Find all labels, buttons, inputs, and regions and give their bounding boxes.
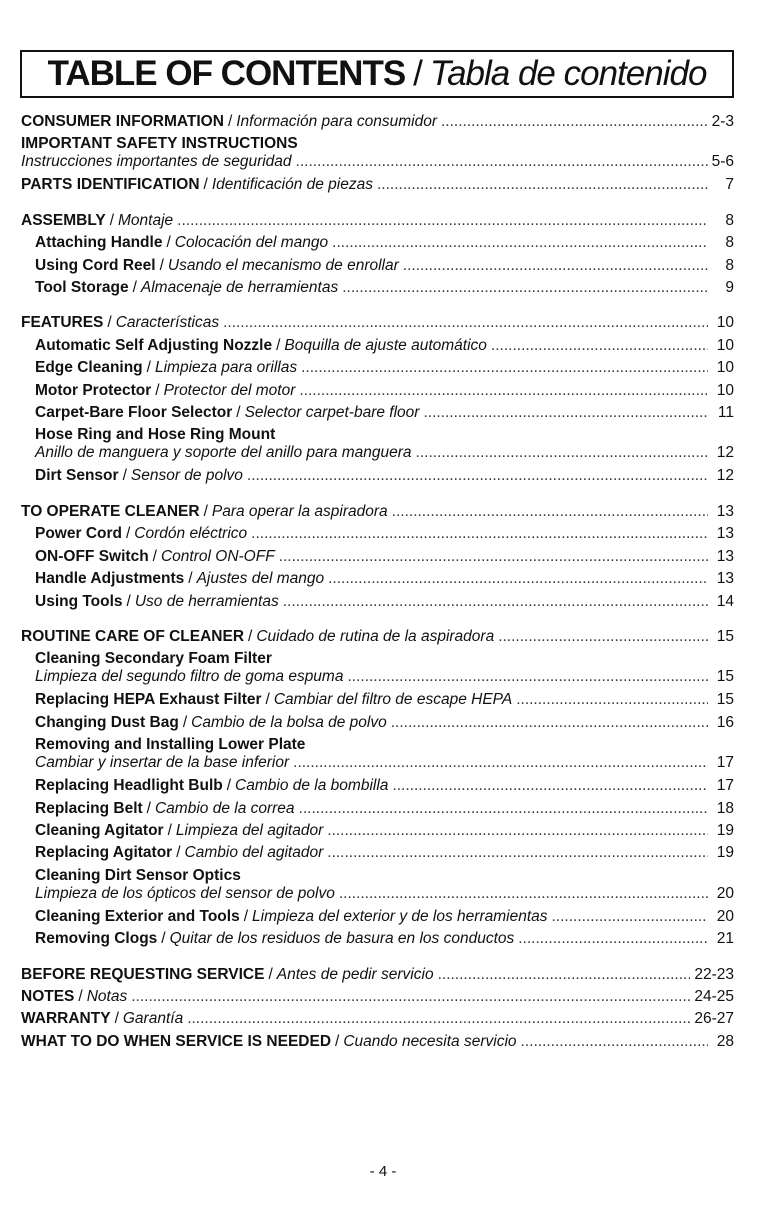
toc-entry-separator: / [248, 627, 253, 645]
toc-entry-separator: / [161, 930, 166, 948]
toc-entry-spanish: Cambio del agitador [184, 844, 324, 862]
dot-leader [251, 523, 708, 545]
toc-entry [21, 1031, 734, 1053]
toc-entry-separator: / [78, 987, 83, 1005]
toc-entry-spanish: Para operar la aspiradora [211, 502, 388, 520]
toc-page-number: 15 [716, 668, 734, 686]
dot-leader [301, 357, 708, 379]
toc-page-number: 10 [716, 381, 734, 399]
toc-entry [21, 867, 734, 903]
toc-entry-separator: / [203, 502, 208, 520]
toc-entry-spanish: Información para consumidor [236, 113, 437, 130]
toc-page-number: 21 [716, 930, 734, 948]
toc-page-number: 20 [716, 907, 734, 925]
toc-entry-english: Replacing Belt [35, 799, 143, 817]
dot-leader [516, 689, 708, 711]
toc-entry-english: Hose Ring and Hose Ring Mount [35, 426, 276, 444]
toc-entry-english: Using Tools [35, 592, 123, 610]
toc-entry-separator: / [122, 467, 127, 485]
toc-entry-spanish: Notas [86, 987, 128, 1005]
toc-entry-separator: / [203, 176, 208, 194]
dot-leader [377, 174, 708, 196]
toc-entry-separator: / [236, 404, 241, 422]
dot-leader [293, 754, 708, 772]
toc-entry-separator: / [276, 336, 281, 354]
toc-page-number: 17 [716, 754, 734, 772]
dot-leader [296, 153, 708, 171]
dot-leader [416, 444, 708, 462]
dot-leader [392, 775, 708, 797]
toc-page-number: 28 [716, 1032, 734, 1050]
dot-leader [392, 501, 708, 523]
toc-entry-spanish: Cordón eléctrico [134, 525, 248, 543]
dot-leader [299, 798, 708, 820]
title-english: TABLE OF CONTENTS [47, 54, 406, 93]
toc-entry-english: Replacing Agitator [35, 844, 173, 862]
toc-entry-english: Replacing Headlight Bulb [35, 777, 223, 795]
toc-entry-separator: / [166, 234, 171, 252]
toc-entry [21, 277, 734, 299]
toc-page-number: 11 [717, 404, 734, 422]
toc-entry [21, 775, 734, 797]
dot-leader [223, 312, 708, 334]
toc-entry-spanish: Control ON-OFF [160, 547, 275, 565]
toc-page-number: 17 [716, 777, 734, 795]
toc-entry [21, 736, 734, 772]
toc-entry-spanish: Cambio de la correa [154, 799, 295, 817]
toc-entry [21, 312, 734, 334]
toc-entry-spanish: Cambiar del filtro de escape HEPA [273, 691, 513, 709]
toc-entry-spanish: Boquilla de ajuste automático [284, 336, 487, 354]
toc-entry-english: Power Cord [35, 525, 122, 543]
title-spanish: Tabla de contenido [429, 54, 707, 93]
toc-entry-english: CONSUMER INFORMATION [21, 113, 224, 130]
toc-page-number: 26-27 [694, 1010, 734, 1028]
toc-entry-english: Cleaning Dirt Sensor Optics [35, 866, 241, 884]
toc-entry-separator: / [226, 777, 232, 795]
dot-leader [279, 546, 708, 568]
toc-entry [21, 111, 734, 133]
toc-entry-english: Automatic Self Adjusting Nozzle [35, 336, 273, 354]
toc-entry-spanish: Cambio de la bombilla [235, 777, 389, 795]
toc-page-number: 10 [716, 359, 734, 377]
toc-entry [21, 210, 734, 232]
toc-entry [21, 357, 734, 379]
dot-leader [247, 465, 708, 487]
toc-entry-separator: / [152, 547, 157, 565]
toc-entry [21, 546, 734, 568]
toc-entry-separator: / [107, 314, 112, 332]
toc-entry [21, 842, 734, 864]
toc-entry-spanish: Limpieza para orillas [154, 359, 298, 377]
toc-entry [21, 380, 734, 402]
dot-leader [332, 232, 708, 254]
toc-entry [21, 465, 734, 487]
toc-entry-english: NOTES [21, 987, 75, 1005]
dot-leader [283, 591, 708, 613]
toc-page-number: 5-6 [711, 153, 734, 171]
toc-page-number: 13 [716, 547, 734, 565]
toc-page-number: 13 [716, 525, 734, 543]
toc-entry-spanish: Anillo de manguera y soporte del anillo para manguera [35, 444, 412, 462]
toc-entry [21, 906, 734, 928]
toc-entry-separator: / [109, 211, 115, 229]
toc-entry [21, 689, 734, 711]
toc-page-number: 14 [716, 592, 734, 610]
toc-entry-separator: / [176, 844, 181, 862]
dot-leader [187, 1008, 690, 1030]
toc-page-number: 20 [716, 884, 734, 902]
dot-leader [518, 928, 708, 950]
toc-entry-separator: / [265, 691, 270, 709]
toc-entry-english: Removing Clogs [35, 930, 158, 948]
title-separator: / [413, 54, 422, 93]
toc-entry-separator: / [167, 821, 172, 839]
toc-entry-spanish: Ajustes del mango [196, 570, 325, 588]
toc-entry-english: ROUTINE CARE OF CLEANER [21, 627, 245, 645]
toc-page-number: 2-3 [711, 113, 734, 130]
toc-entry-english: PARTS IDENTIFICATION [21, 176, 200, 194]
toc-entry-english: WARRANTY [21, 1010, 111, 1028]
toc-entry [21, 650, 734, 686]
toc-entry-separator: / [125, 525, 131, 543]
toc-entry-separator: / [268, 965, 273, 983]
dot-leader [552, 906, 709, 928]
dot-leader [131, 986, 690, 1008]
toc-entry [21, 798, 734, 820]
page-title [20, 50, 734, 98]
toc-entry-spanish: Uso de herramientas [134, 592, 279, 610]
toc-entry-english: WHAT TO DO WHEN SERVICE IS NEEDED [21, 1032, 332, 1050]
toc-entry-english: Changing Dust Bag [35, 713, 179, 731]
toc-entry [21, 928, 734, 950]
toc-entry-spanish: Instrucciones importantes de seguridad [21, 153, 292, 171]
toc-entry-english: TO OPERATE CLEANER [21, 502, 200, 520]
toc-page-number: 19 [716, 821, 734, 839]
dot-leader [438, 964, 691, 986]
toc-entry [21, 523, 734, 545]
toc-page-number: 18 [716, 799, 734, 817]
toc-entry-english: Motor Protector [35, 381, 152, 399]
toc-entry [21, 174, 734, 196]
toc-entry-separator: / [188, 570, 193, 588]
toc-entry-english: Replacing HEPA Exhaust Filter [35, 691, 262, 709]
toc-entry-spanish: Montaje [118, 211, 174, 229]
toc-entry-english: Cleaning Exterior and Tools [35, 907, 240, 925]
toc-entry-spanish: Cuando necesita servicio [343, 1032, 517, 1050]
toc-entry [21, 568, 734, 590]
dot-leader [498, 626, 708, 648]
toc-entry-spanish: Limpieza del agitador [175, 821, 324, 839]
toc-entry-english: FEATURES [21, 314, 104, 332]
toc-entry-spanish: Cambiar y insertar de la base inferior [35, 754, 290, 772]
dot-leader [521, 1031, 708, 1053]
toc-entry [21, 135, 734, 171]
toc-page-number: 10 [716, 336, 734, 354]
dot-leader [299, 380, 708, 402]
dot-leader [423, 402, 708, 424]
toc-page-number: 7 [725, 176, 734, 194]
dot-leader [391, 712, 708, 734]
toc-entry [21, 402, 734, 424]
toc-page-number: 8 [725, 211, 734, 229]
toc-entry-spanish: Cambio de la bolsa de polvo [191, 713, 387, 731]
toc-entry-english: Removing and Installing Lower Plate [35, 736, 306, 754]
toc-entry-spanish: Protector del motor [163, 381, 296, 399]
toc-page-number: 8 [725, 256, 734, 274]
dot-leader [347, 668, 708, 686]
dot-leader [328, 568, 708, 590]
toc-entry-spanish: Antes de pedir servicio [276, 965, 434, 983]
toc-entry-spanish: Limpieza de los ópticos del sensor de polvo [35, 884, 335, 902]
toc-entry-spanish: Limpieza del exterior y de los herramientas [252, 907, 548, 925]
dot-leader [327, 820, 708, 842]
toc-entry-spanish: Quitar de los residuos de basura en los conductos [169, 930, 515, 948]
toc-entry-english: Dirt Sensor [35, 467, 119, 485]
dot-leader [339, 885, 708, 903]
toc-entry-english: Carpet-Bare Floor Selector [35, 404, 233, 422]
toc-entry [21, 255, 734, 277]
toc-entry-spanish: Cuidado de rutina de la aspiradora [256, 627, 495, 645]
table-of-contents [21, 111, 734, 1053]
toc-entry-separator: / [182, 713, 188, 731]
toc-page-number: 12 [716, 467, 734, 485]
toc-entry-english: ON-OFF Switch [35, 547, 149, 565]
toc-page-number: 9 [725, 279, 734, 297]
toc-entry-spanish: Usando el mecanismo de enrollar [167, 256, 399, 274]
toc-entry-english: IMPORTANT SAFETY INSTRUCTIONS [21, 135, 298, 153]
toc-entry [21, 1008, 734, 1030]
toc-entry [21, 626, 734, 648]
toc-entry-separator: / [159, 256, 164, 274]
toc-entry-english: Tool Storage [35, 279, 129, 297]
page-number: - 4 - [369, 1163, 397, 1180]
dot-leader [342, 277, 708, 299]
toc-entry-separator: / [227, 113, 233, 130]
toc-entry [21, 591, 734, 613]
toc-entry-separator: / [146, 359, 151, 377]
toc-entry-separator: / [114, 1010, 119, 1028]
toc-page-number: 10 [716, 314, 734, 332]
toc-entry-spanish: Garantía [122, 1010, 184, 1028]
toc-entry-separator: / [146, 799, 151, 817]
toc-page-number: 24-25 [694, 987, 734, 1005]
toc-entry-english: Using Cord Reel [35, 256, 156, 274]
toc-entry-spanish: Limpieza del segundo filtro de goma espuma [35, 668, 344, 686]
toc-entry-english: Attaching Handle [35, 234, 163, 252]
toc-entry-english: Cleaning Secondary Foam Filter [35, 650, 272, 668]
dot-leader [491, 335, 708, 357]
toc-entry-spanish: Almacenaje de herramientas [140, 279, 339, 297]
dot-leader [177, 210, 708, 232]
toc-entry [21, 232, 734, 254]
toc-page-number: 22-23 [694, 965, 734, 983]
toc-entry [21, 712, 734, 734]
toc-entry-separator: / [335, 1032, 340, 1050]
toc-entry-english: Edge Cleaning [35, 359, 143, 377]
toc-page-number: 8 [725, 234, 734, 252]
toc-page-number: 13 [716, 570, 734, 588]
toc-page-number: 15 [716, 627, 734, 645]
toc-entry-separator: / [132, 279, 137, 297]
dot-leader [403, 255, 708, 277]
toc-entry [21, 986, 734, 1008]
toc-entry-english: ASSEMBLY [21, 211, 106, 229]
dot-leader [327, 842, 708, 864]
dot-leader [441, 111, 708, 133]
toc-entry-spanish: Sensor de polvo [130, 467, 243, 485]
toc-entry-english: Cleaning Agitator [35, 821, 164, 839]
toc-page-number: 13 [716, 502, 734, 520]
toc-entry-spanish: Identificación de piezas [211, 176, 373, 194]
toc-entry-english: BEFORE REQUESTING SERVICE [21, 965, 265, 983]
toc-page-number: 15 [716, 691, 734, 709]
toc-entry-spanish: Características [115, 314, 220, 332]
toc-page-number: 19 [716, 844, 734, 862]
toc-entry-separator: / [126, 592, 131, 610]
toc-entry-english: Handle Adjustments [35, 570, 185, 588]
toc-entry-spanish: Selector carpet-bare floor [244, 404, 420, 422]
toc-page-number: 16 [716, 713, 734, 731]
toc-entry [21, 964, 734, 986]
toc-entry [21, 335, 734, 357]
toc-page-number: 12 [716, 444, 734, 462]
toc-entry [21, 820, 734, 842]
toc-entry-spanish: Colocación del mango [174, 234, 329, 252]
toc-entry-separator: / [243, 907, 248, 925]
toc-entry [21, 426, 734, 462]
toc-entry [21, 501, 734, 523]
toc-entry-separator: / [155, 381, 160, 399]
